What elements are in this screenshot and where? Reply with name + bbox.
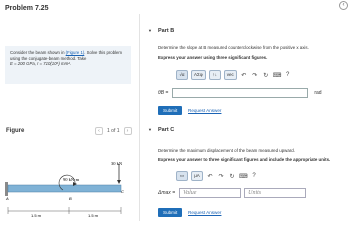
value-input[interactable]: Value	[179, 188, 241, 198]
part-c-submit-button[interactable]: Submit	[158, 208, 182, 217]
point-b: B	[69, 196, 72, 201]
panel-divider	[139, 14, 140, 221]
part-c-answer-row	[158, 188, 306, 198]
keyboard-icon[interactable]: ⌨	[239, 173, 248, 180]
units-input[interactable]: Units	[244, 188, 306, 198]
point-c: C	[121, 189, 124, 194]
delta-max-label: Δmax =	[158, 190, 176, 196]
part-b-instruction: Express your answer using three significant figures.	[158, 55, 268, 60]
theta-b-input[interactable]	[172, 88, 308, 98]
units-toolbar	[176, 171, 258, 181]
keyboard-icon[interactable]: ⌨	[272, 72, 282, 79]
undo-icon[interactable]: ↶	[241, 72, 247, 79]
collapse-triangle-icon: ▼	[148, 127, 152, 132]
part-b-answer-row	[158, 88, 322, 98]
problem-text-2: . Solve this problem using the conjugate-beam method. Take	[10, 50, 123, 61]
part-c-request-answer-link[interactable]: Request Answer	[188, 210, 222, 215]
dim-right: 1.5 m	[88, 213, 99, 218]
moment-label: 90 kN·m	[63, 177, 80, 182]
reset-icon[interactable]: ↻	[229, 173, 235, 180]
beam	[8, 185, 121, 192]
part-c-instruction: Express your answer to three significant figures and include the appropriate units.	[158, 157, 331, 162]
problem-text: Consider the beam shown in	[10, 50, 66, 55]
units-template-button[interactable]: μA	[191, 171, 203, 181]
help-icon[interactable]: ?	[252, 173, 256, 179]
dim-left: 1.5 m	[31, 213, 42, 218]
chevron-left-icon[interactable]: ‹	[339, 1, 348, 10]
problem-title: Problem 7.25	[5, 5, 49, 12]
symbols-button[interactable]: ΑΣφ	[191, 70, 206, 80]
arrows-button[interactable]: ↑↓	[209, 70, 221, 80]
problem-constants: E = 200 GPa, I = 710(10⁶) mm⁴.	[10, 61, 72, 67]
beam-figure	[3, 160, 139, 220]
prev-figure-button[interactable]: ‹	[95, 127, 103, 135]
reset-icon[interactable]: ↻	[263, 72, 269, 79]
templates-button[interactable]: √α	[176, 70, 188, 80]
collapse-triangle-icon: ▼	[148, 28, 152, 33]
part-b-request-answer-link[interactable]: Request Answer	[188, 108, 222, 113]
part-b-submit-button[interactable]: Submit	[158, 106, 182, 115]
point-a: A	[6, 196, 9, 201]
redo-icon[interactable]: ↷	[252, 72, 258, 79]
part-c-prompt: Determine the maximum displacement of the beam measured upward.	[158, 148, 295, 153]
rad-unit: rad	[314, 90, 322, 96]
figure-pager	[95, 127, 132, 135]
part-b-label: Part B	[157, 28, 175, 34]
part-c-label: Part C	[157, 127, 175, 133]
part-b-prompt: Determine the slope at B measured counterclockwise from the positive x axis.	[158, 45, 309, 50]
part-c-header[interactable]	[148, 127, 174, 133]
figure-label: Figure	[6, 128, 25, 134]
templates-button[interactable]: ▭	[176, 171, 188, 181]
vec-button[interactable]: vec	[224, 70, 237, 80]
redo-icon[interactable]: ↷	[218, 173, 224, 180]
point-load-label: 30 kN	[111, 161, 123, 166]
next-figure-button[interactable]: ›	[124, 127, 132, 135]
help-icon[interactable]: ?	[286, 72, 290, 78]
undo-icon[interactable]: ↶	[207, 173, 213, 180]
figure-link[interactable]: (Figure 1)	[65, 50, 85, 55]
figure-page-count: 1 of 1	[107, 128, 120, 134]
fixed-support	[5, 182, 8, 196]
part-b-header[interactable]	[148, 28, 174, 34]
math-toolbar	[176, 70, 292, 80]
problem-statement	[5, 46, 131, 84]
theta-b-label: θB =	[158, 90, 169, 96]
